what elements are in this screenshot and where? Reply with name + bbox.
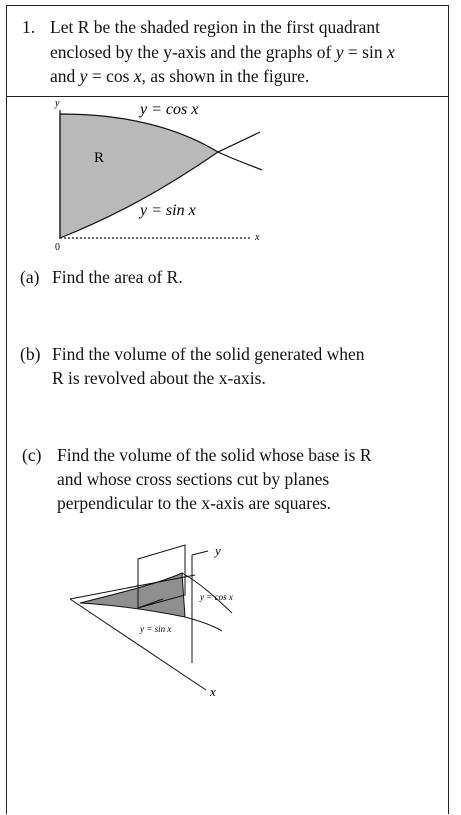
cos-label-3d: y = cos x [200, 592, 233, 602]
sin-curve-3d [185, 617, 222, 631]
cos-curve-label: y = cos x [140, 101, 199, 118]
origin-label: 0 [55, 242, 60, 252]
region-figure [40, 92, 280, 252]
part-b-label: (b) [20, 344, 41, 364]
part-b-line-2: R is revolved about the x-axis. [52, 368, 266, 388]
shaded-region-R [60, 114, 218, 238]
y-axis-label: y [55, 98, 60, 109]
cos-curve-extension [218, 152, 262, 170]
sin-curve-extension [218, 132, 260, 152]
part-a-label: (a) [20, 267, 40, 287]
region-label: R [94, 150, 105, 166]
part-c-label: (c) [22, 445, 42, 465]
y-axis-tip [192, 551, 208, 555]
x-axis-label: x [255, 232, 260, 243]
sin-label-3d: y = sin x [140, 624, 172, 634]
part-c-line-3: perpendicular to the x-axis are squares. [57, 493, 332, 513]
x-axis-3d [70, 599, 206, 690]
problem-line-3: and y = cos x, as shown in the figure. [50, 66, 310, 86]
sin-curve-label: y = sin x [140, 202, 196, 219]
part-c-line-2: and whose cross sections cut by planes [57, 469, 330, 489]
y-axis-label-3d: y [215, 543, 221, 558]
problem-number: 1. [22, 17, 36, 37]
solid-figure [60, 535, 260, 705]
problem-line-2: enclosed by the y-axis and the graphs of y = sin x [50, 42, 395, 62]
problem-line-1: Let R be the shaded region in the first quadrant [50, 17, 380, 37]
x-axis-label-3d: x [210, 684, 216, 699]
part-a-text: Find the area of R. [52, 267, 183, 287]
part-b-line-1: Find the volume of the solid generated when [52, 344, 365, 364]
part-c-line-1: Find the volume of the solid whose base is R [57, 445, 372, 465]
